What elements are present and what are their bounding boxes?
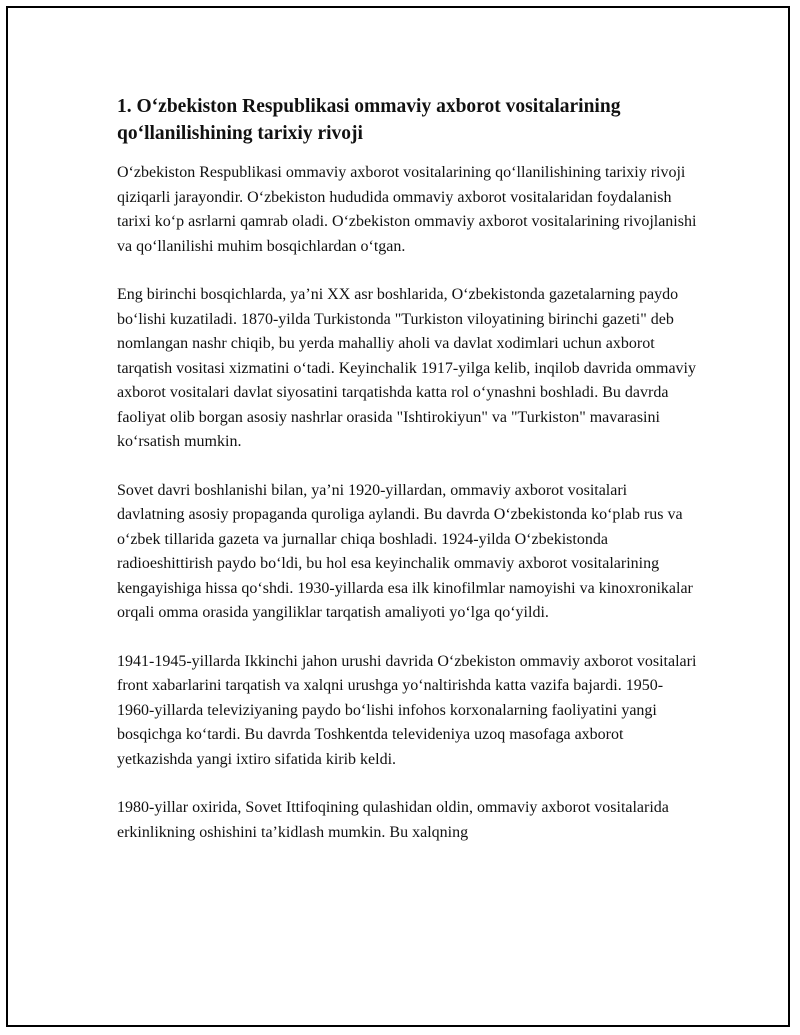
paragraph-intro: O‘zbekiston Respublikasi ommaviy axborot vositalarining qo‘llanilishining tarixiy rivoji qiziqarli jarayondir. O‘zbekiston hududida ommaviy axborot vositalaridan foydalanish tarixi ko‘p asrlarni qamrab oladi. O‘zbekiston ommaviy axborot vositalarining rivojlanishi va qo‘llanilishi muhim bosqichlardan o‘tgan. <box>117 164 697 255</box>
document-body <box>117 93 697 869</box>
document-title: 1. O‘zbekiston Respublikasi ommaviy axborot vositalarining qo‘llanilishining tarixiy rivoji <box>117 96 621 144</box>
paragraph-soviet-era: Sovet davri boshlanishi bilan, ya’ni 1920-yillardan, ommaviy axborot vositalari davlatning asosiy propaganda quroliga aylandi. Bu davrda O‘zbekistonda ko‘plab rus va o‘zbek tillarida gazeta va jurnallar chiqa boshladi. 1924-yilda O‘zbekistonda radioeshittirish paydo bo‘ldi, bu hol esa keyinchalik ommaviy axborot vositalarining kengayishiga hissa qo‘shdi. 1930-yillarda esa ilk kinofilmlar namoyishi va kinoxronikalar orqali omma orasida yangiliklar tarqatish amaliyoti yo‘lga qo‘yildi. <box>117 481 693 621</box>
paragraph-late-soviet: 1980-yillar oxirida, Sovet Ittifoqining qulashidan oldin, ommaviy axborot vositalarida erkinlikning oshishini ta’kidlash mumkin. Bu xalqning <box>117 799 669 841</box>
paragraph-early-press: Eng birinchi bosqichlarda, ya’ni XX asr boshlarida, O‘zbekistonda gazetalarning paydo bo‘lishi kuzatiladi. 1870-yilda Turkistonda "Turkiston viloyatining birinchi gazeti" deb nomlangan nashr chiqib, bu yerda mahalliy aholi va davlat xodimlari uchun axborot tarqatish vositasi xizmatini o‘tadi. Keyinchalik 1917-yilga kelib, inqilob davrida ommaviy axborot vositalari davlat siyosatini tarqatishda katta rol o‘ynashni boshladi. Bu davrda faoliyat olib borgan asosiy nashrlar orasida "Ishtirokiyun" va "Turkiston" mavarasini ko‘rsatish mumkin. <box>117 286 696 450</box>
paragraph-war-and-tv: 1941-1945-yillarda Ikkinchi jahon urushi davrida O‘zbekiston ommaviy axborot vositalari front xabarlarini tarqatish va xalqni urushga yo‘naltirishda katta vazifa bajardi. 1950-1960-yillarda televiziyaning paydo bo‘lishi infohos korxonalarning faoliyatini yangi bosqichga ko‘tardi. Bu davrda Toshkentda televideniya uzoq masofaga axborot yetkazishda yangi ixtiro sifatida kirib keldi. <box>117 652 697 768</box>
